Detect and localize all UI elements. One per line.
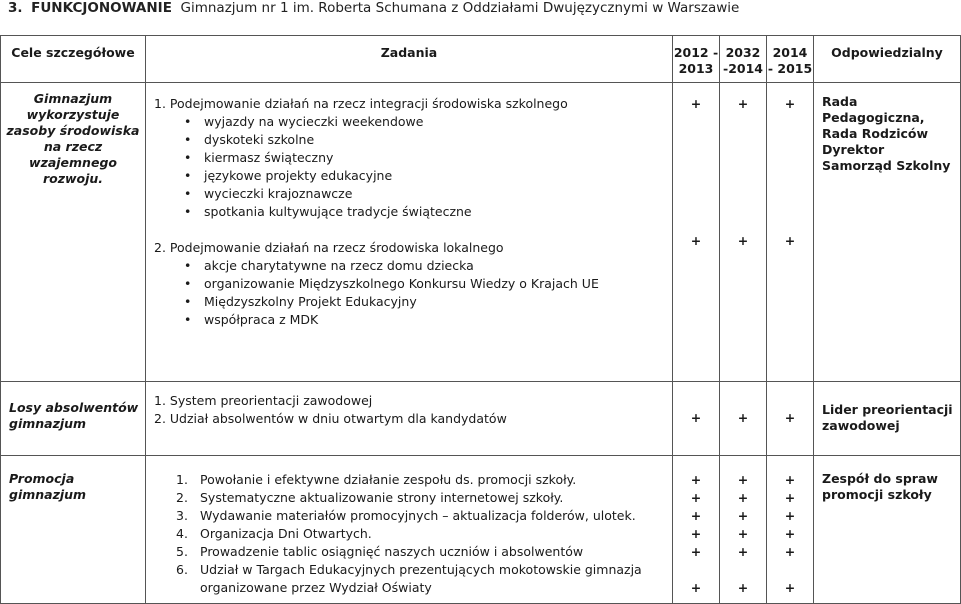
- task-title: 2. Udział absolwentów w dniu otwartym dla kandydatów: [154, 411, 507, 426]
- list-item: 4. Organizacja Dni Otwartych.: [176, 526, 372, 541]
- list-item: 6. Udział w Targach Edukacyjnych prezentujących mokotowskie gimnazja: [176, 562, 642, 577]
- year-3-cell: + + + + + +: [767, 456, 814, 604]
- year-2-cell: [720, 83, 767, 382]
- list-item: • organizowanie Międzyszkolnego Konkursu Wiedzy o Krajach UE: [184, 275, 672, 293]
- task-list: [184, 257, 672, 329]
- list-item: 5. Prowadzenie tablic osiągnięć naszych uczniów i absolwentów: [176, 544, 584, 559]
- year-1-cell: +: [673, 382, 720, 456]
- list-item: 2. Systematyczne aktualizowanie strony internetowej szkoły.: [176, 490, 564, 505]
- section-subtitle: Gimnazjum nr 1 im. Roberta Schumana z Oddziałami Dwujęzycznymi w Warszawie: [180, 0, 740, 16]
- table-row: [1, 382, 961, 456]
- table-row: [1, 83, 961, 382]
- mark: +: [784, 96, 796, 111]
- section-heading: [8, 0, 739, 16]
- list-item: • wycieczki krajoznawcze: [184, 185, 672, 203]
- year-1-cell: [673, 83, 720, 382]
- list-item: • spotkania kultywujące tradycje świąteczne: [184, 203, 672, 221]
- goal-cell: Losy absolwentów gimnazjum: [1, 382, 146, 456]
- list-item: • kiermasz świąteczny: [184, 149, 672, 167]
- year-3-cell: +: [767, 382, 814, 456]
- task-title: 1. System preorientacji zawodowej: [154, 393, 373, 408]
- tasks-cell: [146, 456, 673, 604]
- list-item: • wyjazdy na wycieczki weekendowe: [184, 113, 672, 131]
- tasks-cell: [146, 83, 673, 382]
- list-item: 1. Powołanie i efektywne działanie zespołu ds. promocji szkoły.: [176, 472, 577, 487]
- header-year-3: 2014 - 2015: [767, 36, 814, 83]
- list-item: • językowe projekty edukacyjne: [184, 167, 672, 185]
- list-item: • współpraca z MDK: [184, 311, 672, 329]
- header-goals: Cele szczegółowe: [1, 36, 146, 83]
- year-2-cell: +: [720, 382, 767, 456]
- header-responsible: Odpowiedzialny: [814, 36, 961, 83]
- goal-cell: Gimnazjum wykorzystuje zasoby środowiska na rzecz wzajemnego rozwoju.: [1, 83, 146, 382]
- task-list: [184, 113, 672, 221]
- header-tasks: Zadania: [146, 36, 673, 83]
- list-item: • dyskoteki szkolne: [184, 131, 672, 149]
- task-title: 2. Podejmowanie działań na rzecz środowiska lokalnego: [154, 240, 504, 255]
- goal-cell: Promocja gimnazjum: [1, 456, 146, 604]
- list-item: 3. Wydawanie materiałów promocyjnych – aktualizacja folderów, ulotek.: [176, 508, 636, 523]
- mark: +: [737, 233, 749, 248]
- plan-table: [0, 35, 961, 604]
- list-item: organizowane przez Wydział Oświaty: [200, 580, 432, 595]
- header-row: [1, 36, 961, 83]
- list-item: • akcje charytatywne na rzecz domu dziecka: [184, 257, 672, 275]
- year-3-cell: [767, 83, 814, 382]
- section-title: FUNKCJONOWANIE: [31, 0, 172, 16]
- responsible-cell: Rada Pedagogiczna, Rada Rodziców Dyrektor Samorząd Szkolny: [814, 83, 961, 382]
- mark: +: [784, 233, 796, 248]
- section-number: 3.: [8, 0, 23, 16]
- responsible-cell: Lider preorientacji zawodowej: [814, 382, 961, 456]
- mark: +: [690, 96, 702, 111]
- header-year-1: 2012 - 2013: [673, 36, 720, 83]
- mark: +: [690, 233, 702, 248]
- year-2-cell: + + + + + +: [720, 456, 767, 604]
- header-year-2: 2032 -2014: [720, 36, 767, 83]
- list-item: • Międzyszkolny Projekt Edukacyjny: [184, 293, 672, 311]
- task-title: 1. Podejmowanie działań na rzecz integracji środowiska szkolnego: [154, 96, 568, 111]
- year-1-cell: + + + + + +: [673, 456, 720, 604]
- responsible-cell: Zespół do spraw promocji szkoły: [814, 456, 961, 604]
- tasks-cell: [146, 382, 673, 456]
- table-row: [1, 456, 961, 604]
- mark: +: [737, 96, 749, 111]
